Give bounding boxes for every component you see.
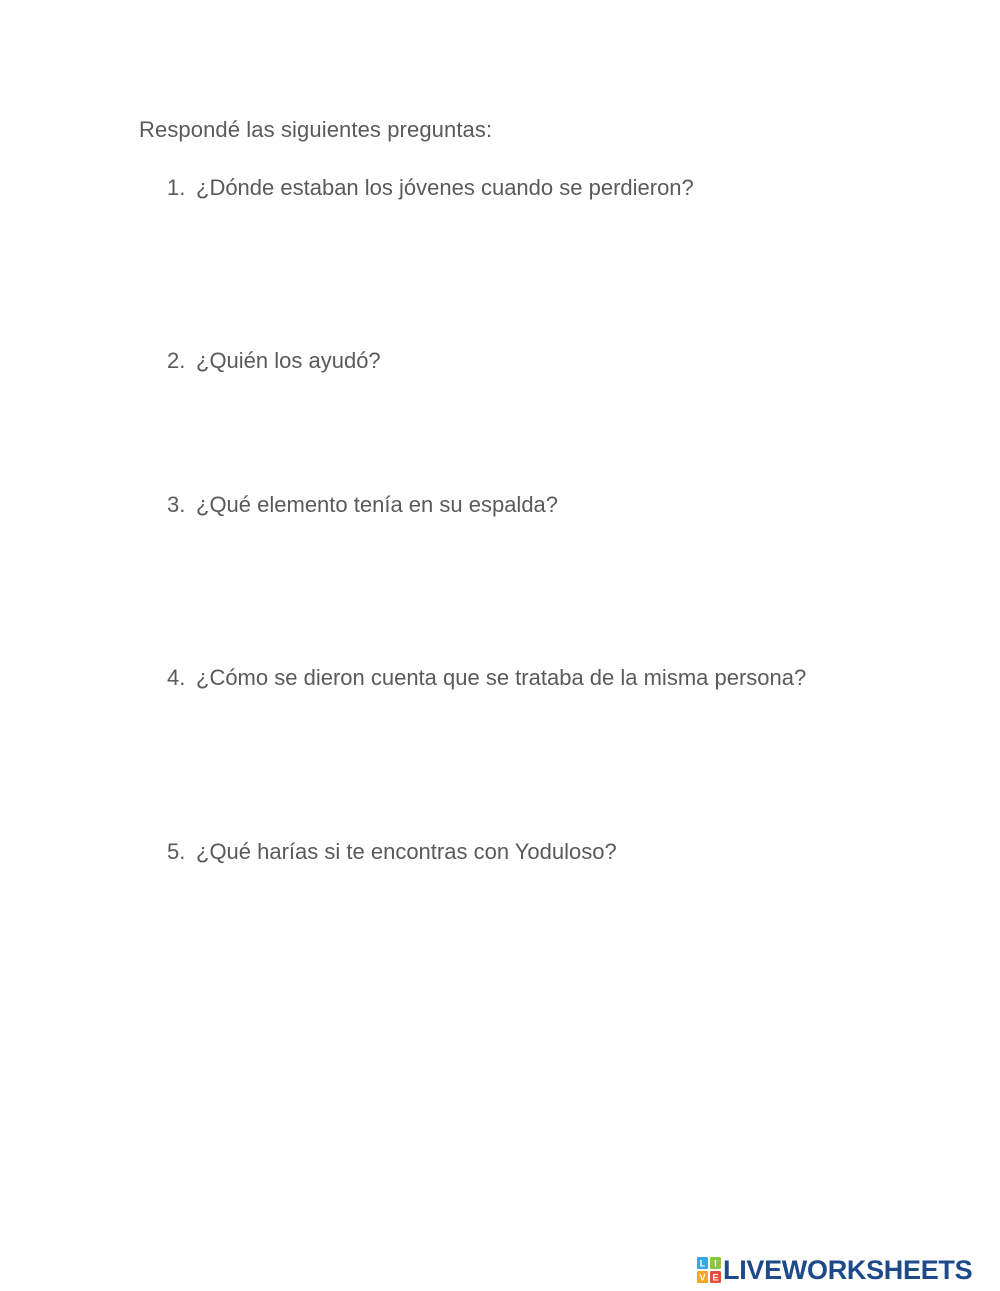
svg-text:I: I bbox=[714, 1258, 717, 1269]
question-number: 1. bbox=[167, 175, 186, 200]
question-4 bbox=[167, 663, 806, 693]
question-text: ¿Cómo se dieron cuenta que se trataba de la misma persona? bbox=[196, 665, 807, 690]
question-text: ¿Dónde estaban los jóvenes cuando se perdieron? bbox=[196, 175, 694, 200]
question-1 bbox=[167, 173, 694, 203]
svg-text:V: V bbox=[699, 1272, 706, 1283]
question-number: 2. bbox=[167, 348, 186, 373]
question-2 bbox=[167, 346, 381, 376]
question-text: ¿Qué harías si te encontras con Yoduloso? bbox=[196, 839, 617, 864]
question-number: 3. bbox=[167, 492, 186, 517]
svg-text:L: L bbox=[699, 1258, 706, 1269]
liveworksheets-logo-icon bbox=[697, 1257, 721, 1283]
question-3 bbox=[167, 490, 558, 520]
svg-text:E: E bbox=[712, 1272, 719, 1283]
liveworksheets-brand bbox=[697, 1255, 972, 1285]
question-number: 4. bbox=[167, 665, 186, 690]
question-5 bbox=[167, 837, 617, 867]
instructions-text: Respondé las siguientes preguntas: bbox=[139, 117, 493, 142]
question-text: ¿Quién los ayudó? bbox=[196, 348, 381, 373]
question-text: ¿Qué elemento tenía en su espalda? bbox=[196, 492, 559, 517]
brand-name: LIVEWORKSHEETS bbox=[723, 1255, 973, 1285]
question-number: 5. bbox=[167, 839, 186, 864]
